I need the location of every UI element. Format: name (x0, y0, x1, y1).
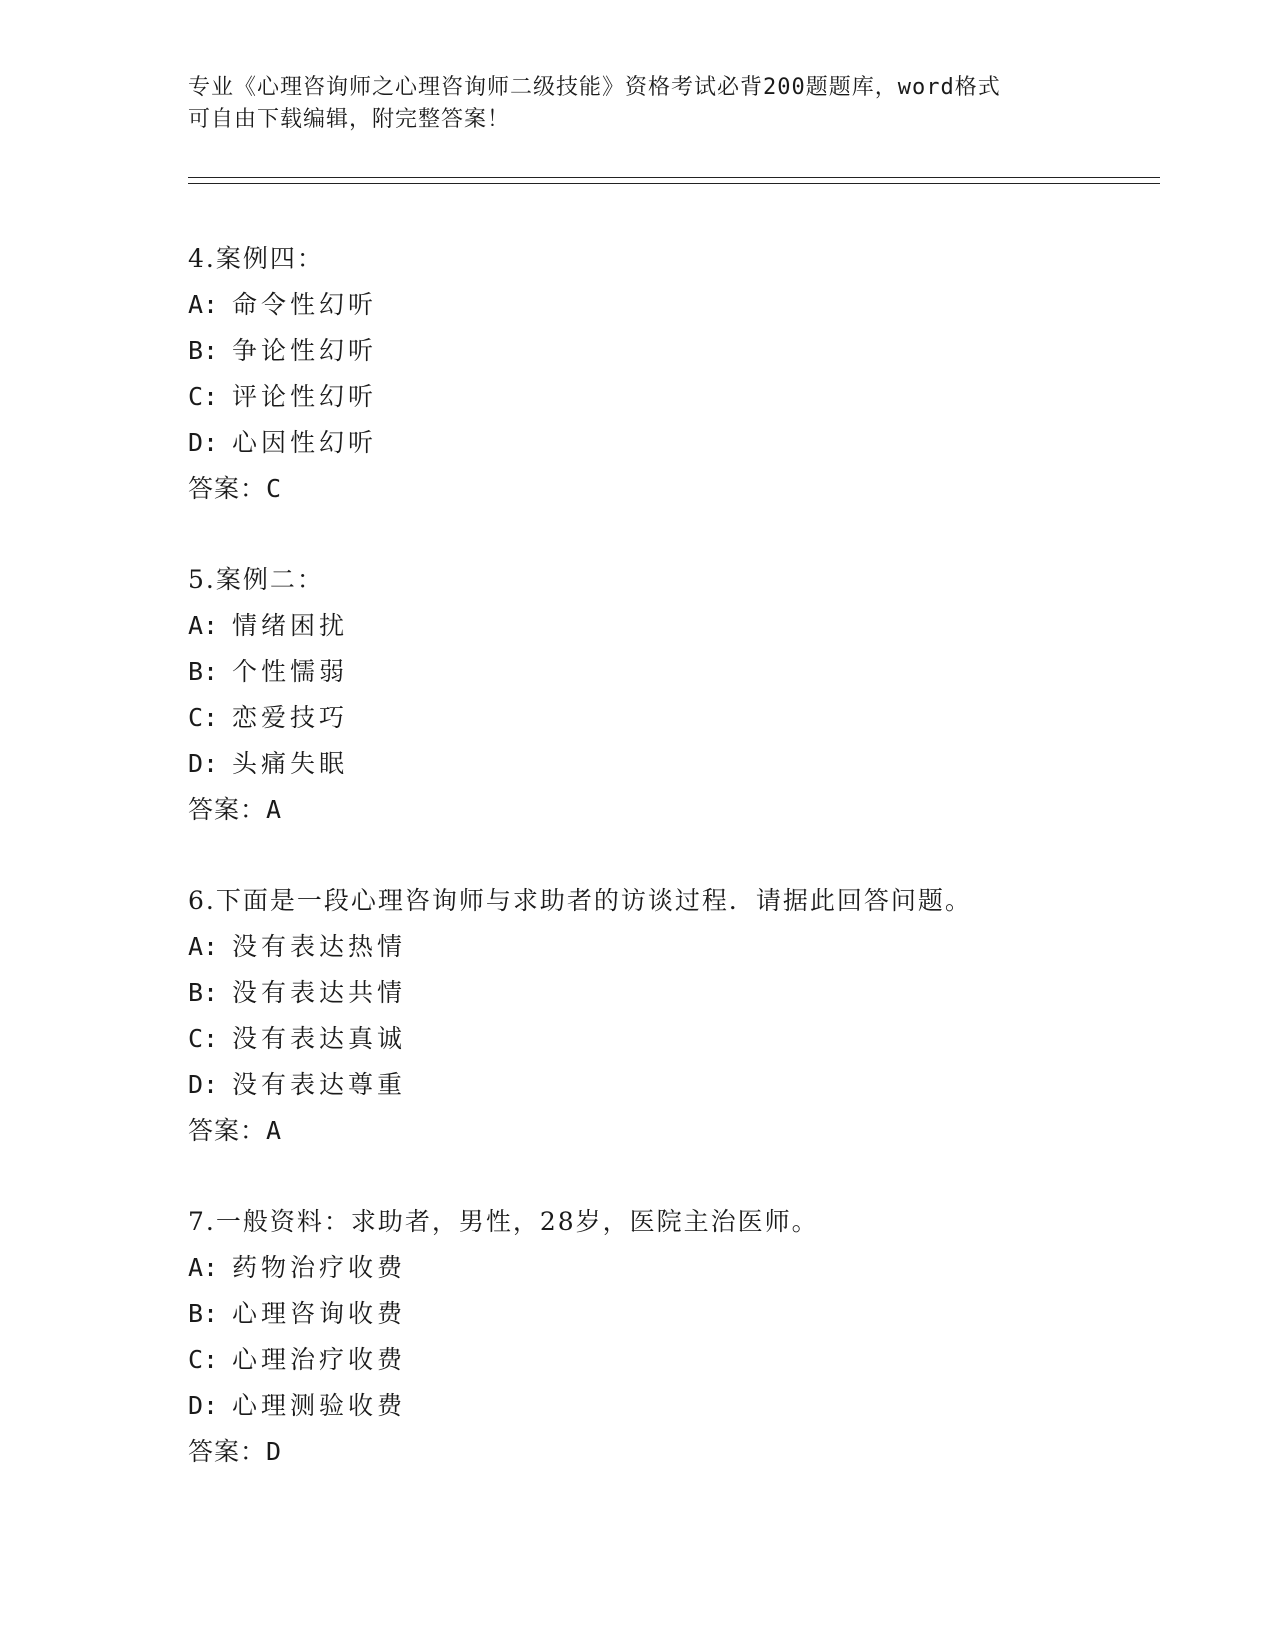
option-d (188, 420, 1168, 466)
option-letter: D: (188, 1391, 219, 1420)
option-d (188, 1062, 1168, 1108)
document-header (188, 72, 1088, 136)
question-stem: 7.一般资料：求助者，男性，28岁，医院主治医师。 (188, 1207, 819, 1236)
option-b (188, 649, 1168, 695)
option-a (188, 1245, 1168, 1291)
option-text: 头痛失眠 (232, 749, 349, 778)
option-letter: C: (188, 1345, 219, 1374)
option-c (188, 1016, 1168, 1062)
question-item (188, 557, 1168, 833)
option-letter: B: (188, 1299, 219, 1328)
answer-label: 答案： (188, 1437, 267, 1466)
question-list (188, 236, 1168, 1520)
option-letter: B: (188, 978, 219, 1007)
option-letter: A: (188, 932, 219, 961)
option-text: 心理治疗收费 (232, 1345, 407, 1374)
option-letter: B: (188, 657, 219, 686)
header-title-line-1: 专业《心理咨询师之心理咨询师二级技能》资格考试必背200题题库，word格式 (188, 75, 1001, 100)
header-divider-bottom (188, 183, 1160, 184)
option-letter: D: (188, 749, 219, 778)
option-b (188, 328, 1168, 374)
answer-label: 答案： (188, 795, 267, 824)
question-stem: 4.案例四： (188, 244, 324, 273)
option-a (188, 924, 1168, 970)
option-c (188, 374, 1168, 420)
option-text: 情绪困扰 (232, 611, 349, 640)
option-text: 心理测验收费 (232, 1391, 407, 1420)
option-text: 心因性幻听 (232, 428, 378, 457)
option-b (188, 1291, 1168, 1337)
option-letter: D: (188, 1070, 219, 1099)
option-text: 没有表达热情 (232, 932, 407, 961)
question-stem: 6.下面是一段心理咨询师与求助者的访谈过程．请据此回答问题。 (188, 886, 972, 915)
answer-line (188, 1429, 1168, 1475)
option-a (188, 282, 1168, 328)
answer-value: A (266, 1116, 283, 1145)
answer-label: 答案： (188, 1116, 267, 1145)
header-title-line-2: 可自由下载编辑，附完整答案！ (188, 107, 511, 132)
question-item (188, 1199, 1168, 1475)
option-letter: D: (188, 428, 219, 457)
option-text: 没有表达尊重 (232, 1070, 407, 1099)
question-item (188, 878, 1168, 1154)
answer-value: D (266, 1437, 283, 1466)
answer-line (188, 1108, 1168, 1154)
option-text: 命令性幻听 (232, 290, 378, 319)
option-letter: A: (188, 611, 219, 640)
option-text: 没有表达共情 (232, 978, 407, 1007)
option-text: 评论性幻听 (232, 382, 378, 411)
option-text: 个性懦弱 (232, 657, 349, 686)
option-text: 没有表达真诚 (232, 1024, 407, 1053)
option-letter: C: (188, 1024, 219, 1053)
option-text: 恋爱技巧 (232, 703, 349, 732)
option-b (188, 970, 1168, 1016)
option-c (188, 695, 1168, 741)
option-letter: C: (188, 703, 219, 732)
option-d (188, 1383, 1168, 1429)
option-letter: B: (188, 336, 219, 365)
answer-value: C (266, 474, 283, 503)
option-letter: A: (188, 1253, 219, 1282)
option-a (188, 603, 1168, 649)
option-letter: C: (188, 382, 219, 411)
option-text: 药物治疗收费 (232, 1253, 407, 1282)
option-text: 争论性幻听 (232, 336, 378, 365)
option-d (188, 741, 1168, 787)
option-letter: A: (188, 290, 219, 319)
answer-line (188, 466, 1168, 512)
header-divider-top (188, 177, 1160, 178)
answer-line (188, 787, 1168, 833)
option-text: 心理咨询收费 (232, 1299, 407, 1328)
answer-value: A (266, 795, 283, 824)
option-c (188, 1337, 1168, 1383)
answer-label: 答案： (188, 474, 267, 503)
question-item (188, 236, 1168, 512)
question-stem: 5.案例二： (188, 565, 324, 594)
